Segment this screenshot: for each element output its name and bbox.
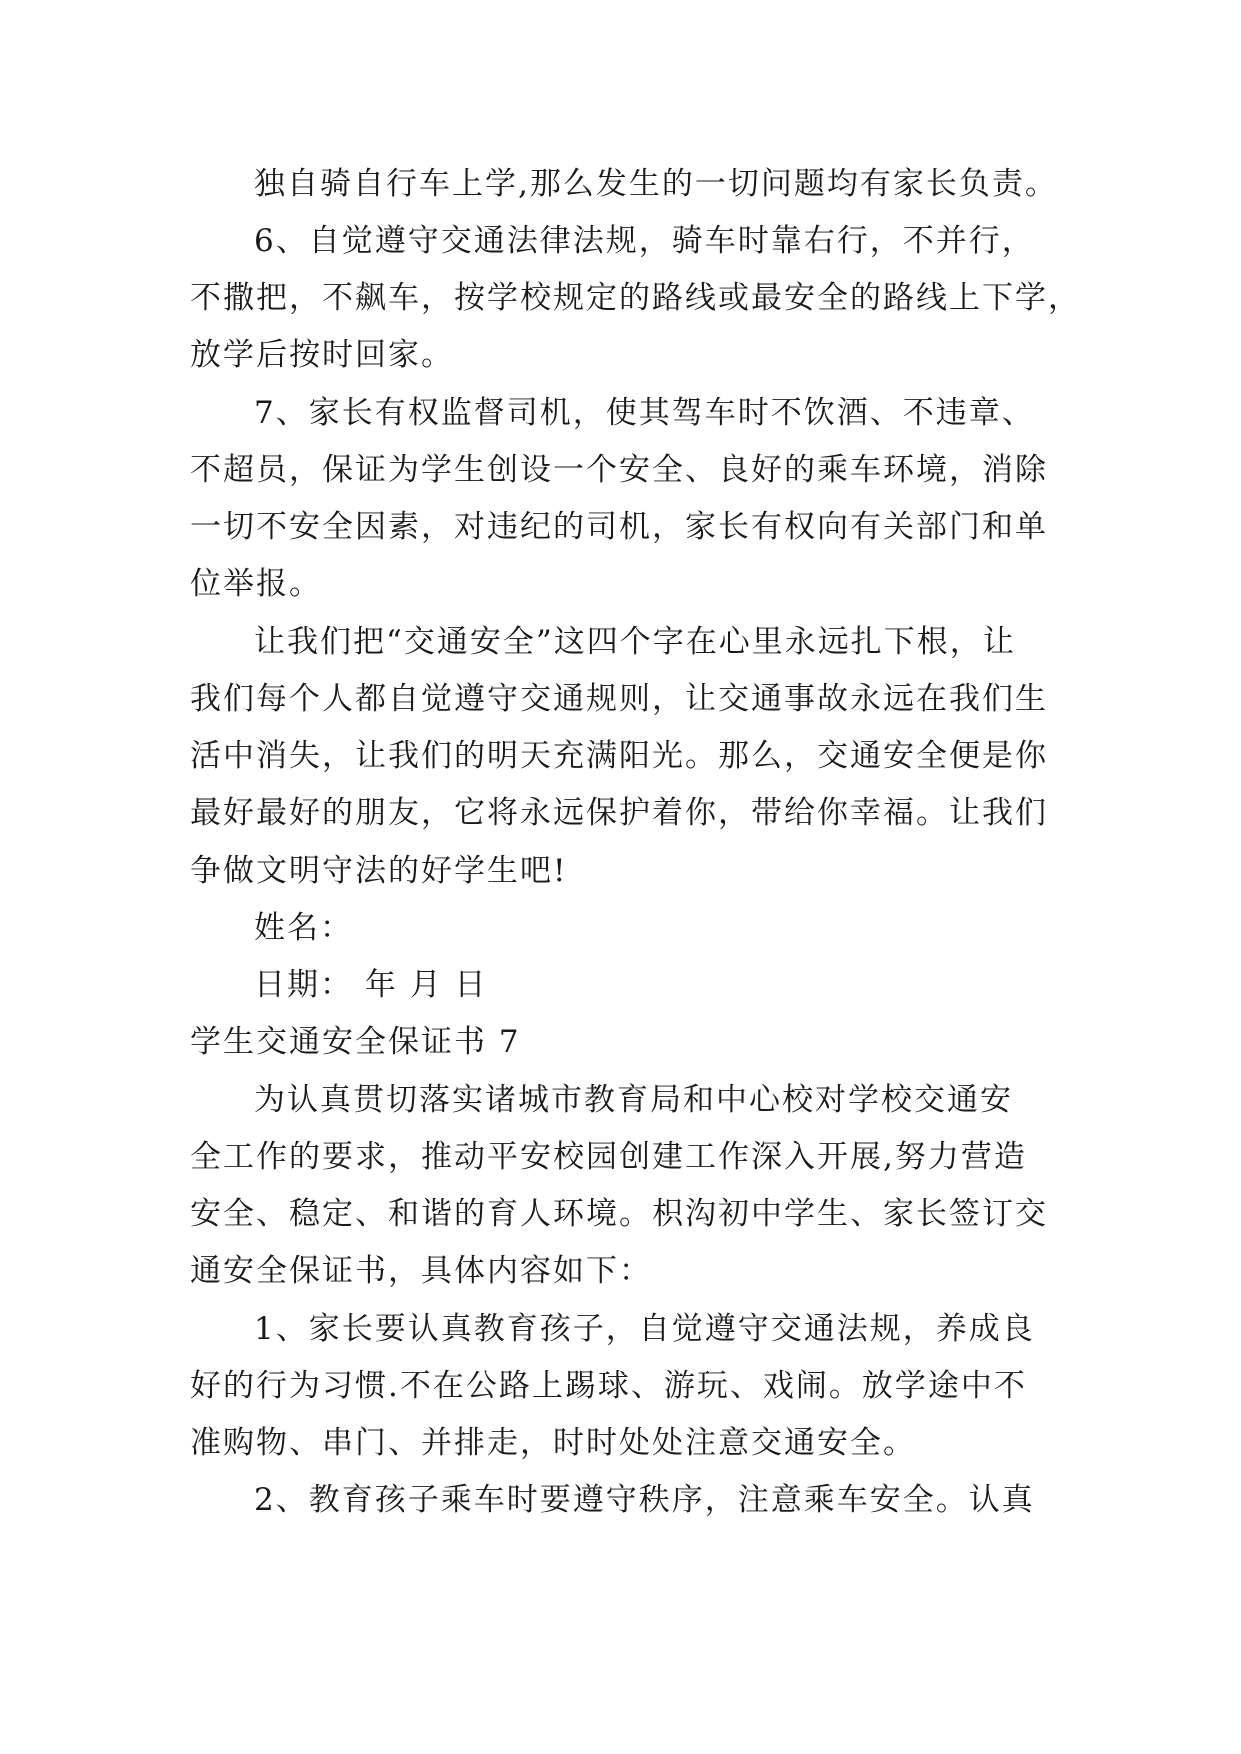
- paragraph-line: 好的行为习惯.不在公路上踢球、游玩、戏闹。放学途中不: [190, 1368, 1027, 1404]
- date-field-label: 日期： 年 月 日: [254, 967, 488, 1003]
- paragraph-line: 全工作的要求，推动平安校园创建工作深入开展,努力营造: [190, 1139, 1027, 1175]
- paragraph-line: 不超员，保证为学生创设一个安全、良好的乘车环境，消除: [190, 452, 1048, 488]
- paragraph-line: 2、教育孩子乘车时要遵守秩序，注意乘车安全。认真: [254, 1482, 1035, 1518]
- paragraph-line: 我们每个人都自觉遵守交通规则，让交通事故永远在我们生: [190, 681, 1048, 717]
- paragraph-line: 通安全保证书，具体内容如下：: [190, 1253, 652, 1289]
- section-title: 学生交通安全保证书 7: [190, 1024, 521, 1060]
- paragraph-line: 6、自觉遵守交通法律法规，骑车时靠右行，不并行，: [254, 223, 1035, 259]
- paragraph-line: 为认真贯切落实诸城市教育局和中心校对学校交通安: [254, 1082, 1013, 1118]
- paragraph-line: 位举报。: [190, 566, 322, 602]
- paragraph-line: 独自骑自行车上学,那么发生的一切问题均有家长负责。: [254, 166, 1058, 202]
- paragraph-line: 放学后按时回家。: [190, 337, 454, 373]
- paragraph-line: 1、家长要认真教育孩子，自觉遵守交通法规，养成良: [254, 1311, 1035, 1347]
- paragraph-line: 准购物、串门、并排走，时时处处注意交通安全。: [190, 1425, 916, 1461]
- paragraph-line: 活中消失，让我们的明天充满阳光。那么，交通安全便是你: [190, 738, 1048, 774]
- paragraph-line: 安全、稳定、和谐的育人环境。枳沟初中学生、家长签订交: [190, 1196, 1048, 1232]
- paragraph-line: 让我们把“交通安全”这四个字在心里永远扎下根，让: [254, 624, 1016, 660]
- paragraph-line: 一切不安全因素，对违纪的司机，家长有权向有关部门和单: [190, 509, 1048, 545]
- paragraph-line: 争做文明守法的好学生吧!: [190, 853, 568, 889]
- paragraph-line: 最好最好的朋友，它将永远保护着你，带给你幸福。让我们: [190, 795, 1048, 831]
- name-field-label: 姓名：: [254, 910, 353, 946]
- paragraph-line: 7、家长有权监督司机，使其驾车时不饮酒、不违章、: [254, 395, 1035, 431]
- paragraph-line: 不撒把，不飙车，按学校规定的路线或最安全的路线上下学，: [190, 280, 1081, 316]
